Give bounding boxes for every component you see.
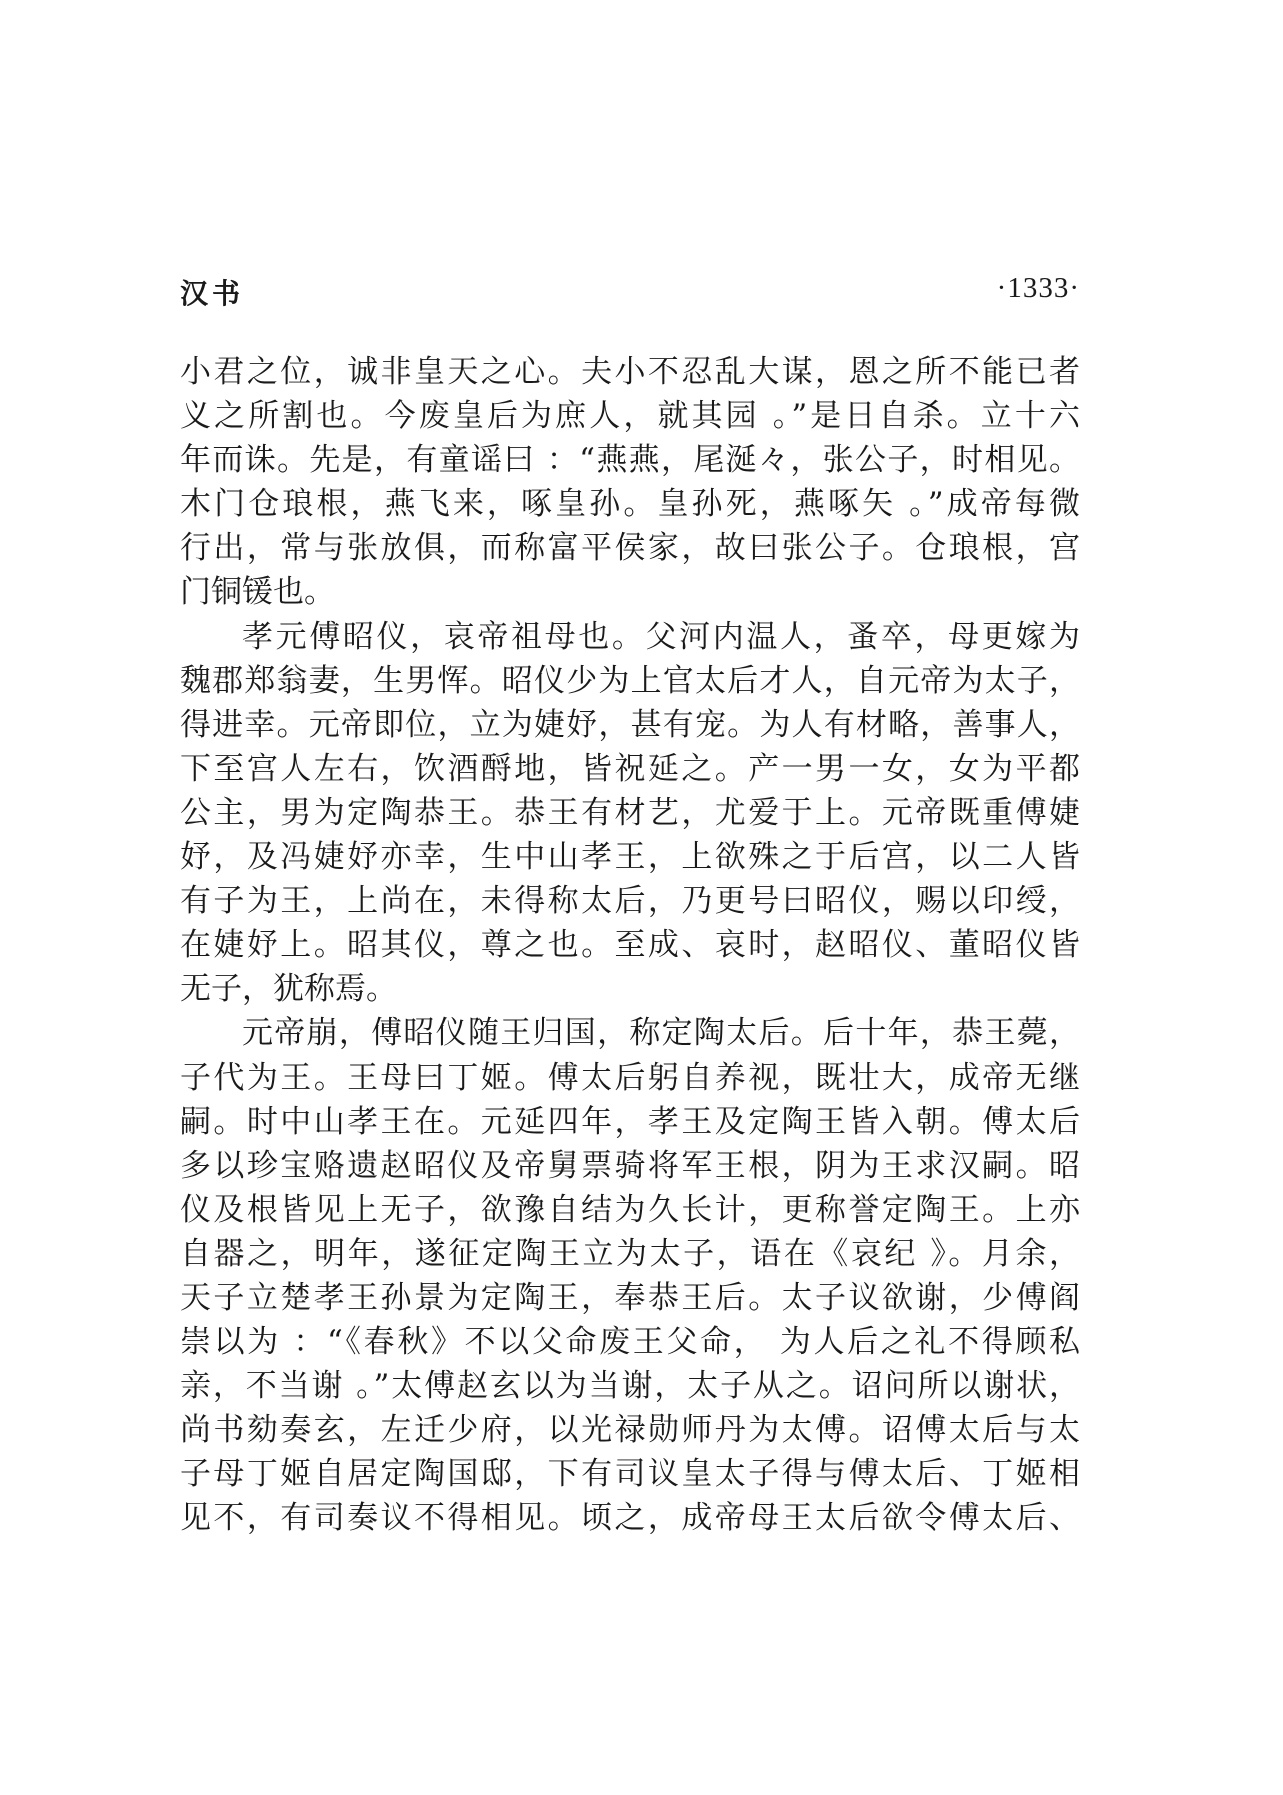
- text-line: 魏郡郑翁妻，生男恽。昭仪少为上官太后才人，自元帝为太子，: [180, 662, 1080, 699]
- text-line: 子代为王。王母曰丁姬。傅太后躬自养视，既壮大，成帝无继: [180, 1059, 1080, 1096]
- text-line: 得进幸。元帝即位，立为婕妤，甚有宠。为人有材略，善事人，: [180, 706, 1080, 743]
- book-title: 汉书: [180, 277, 245, 310]
- text-line: 亲，不当谢 。”太傅赵玄以为当谢，太子从之。诏问所以谢状，: [180, 1368, 1080, 1405]
- text-line: 在婕妤上。昭其仪，尊之也。至成、哀时，赵昭仪、董昭仪皆: [180, 927, 1080, 964]
- text-line: 自器之，明年，遂征定陶王立为太子，语在《哀纪 》。月余，: [180, 1235, 1080, 1272]
- text-line: 子母丁姬自居定陶国邸，下有司议皇太子得与傅太后、丁姬相: [180, 1456, 1080, 1493]
- text-line: 下至宫人左右，饮酒酹地，皆祝延之。产一男一女，女为平都: [180, 750, 1080, 787]
- text-line: 崇以为 ：“《春秋》不以父命废王父命， 为人后之礼不得顾私: [180, 1324, 1080, 1361]
- text-line: 义之所割也。今废皇后为庶人，就其园 。”是日自杀。立十六: [180, 398, 1080, 435]
- text-line: 见不，有司奏议不得相见。顷之，成帝母王太后欲令傅太后、: [180, 1500, 1080, 1537]
- text-line: 行出，常与张放俱，而称富平侯家，故曰张公子。仓琅根，宫: [180, 530, 1080, 567]
- text-line: 天子立楚孝王孙景为定陶王，奉恭王后。太子议欲谢，少傅阎: [180, 1279, 1080, 1316]
- body-text: [180, 350, 1080, 1541]
- text-line: 无子，犹称焉。: [180, 971, 397, 1008]
- text-line: 仪及根皆见上无子，欲豫自结为久长计，更称誉定陶王。上亦: [180, 1191, 1080, 1228]
- text-line: 木门仓琅根，燕飞来，啄皇孙。皇孙死，燕啄矢 。”成帝每微: [180, 486, 1080, 523]
- text-line: 门铜锾也。: [180, 574, 335, 611]
- text-line: 有子为王，上尚在，未得称太后，乃更号曰昭仪，赐以印绶，: [180, 883, 1080, 920]
- text-line: 多以珍宝赂遗赵昭仪及帝舅票骑将军王根，阴为王求汉嗣。昭: [180, 1147, 1080, 1184]
- text-line: 元帝崩，傅昭仪随王归国，称定陶太后。后十年，恭王薨，: [242, 1015, 1080, 1052]
- page-header: [180, 272, 1080, 312]
- text-line: 小君之位，诚非皇天之心。夫小不忍乱大谋，恩之所不能已者: [180, 354, 1080, 390]
- page-number: ·1333·: [996, 272, 1080, 304]
- text-line: 公主，男为定陶恭王。恭王有材艺，尤爱于上。元帝既重傅婕: [180, 794, 1080, 831]
- text-line: 孝元傅昭仪，哀帝祖母也。父河内温人，蚤卒，母更嫁为: [242, 618, 1080, 655]
- text-line: 年而诛。先是，有童谣曰 ：“燕燕，尾涎々，张公子，时相见。: [180, 442, 1080, 479]
- text-line: 尚书劾奏玄，左迁少府，以光禄勋师丹为太傅。诏傅太后与太: [180, 1412, 1080, 1449]
- text-line: 嗣。时中山孝王在。元延四年，孝王及定陶王皆入朝。傅太后: [180, 1103, 1080, 1140]
- text-line: 妤，及冯婕妤亦幸，生中山孝王，上欲殊之于后宫，以二人皆: [180, 839, 1080, 876]
